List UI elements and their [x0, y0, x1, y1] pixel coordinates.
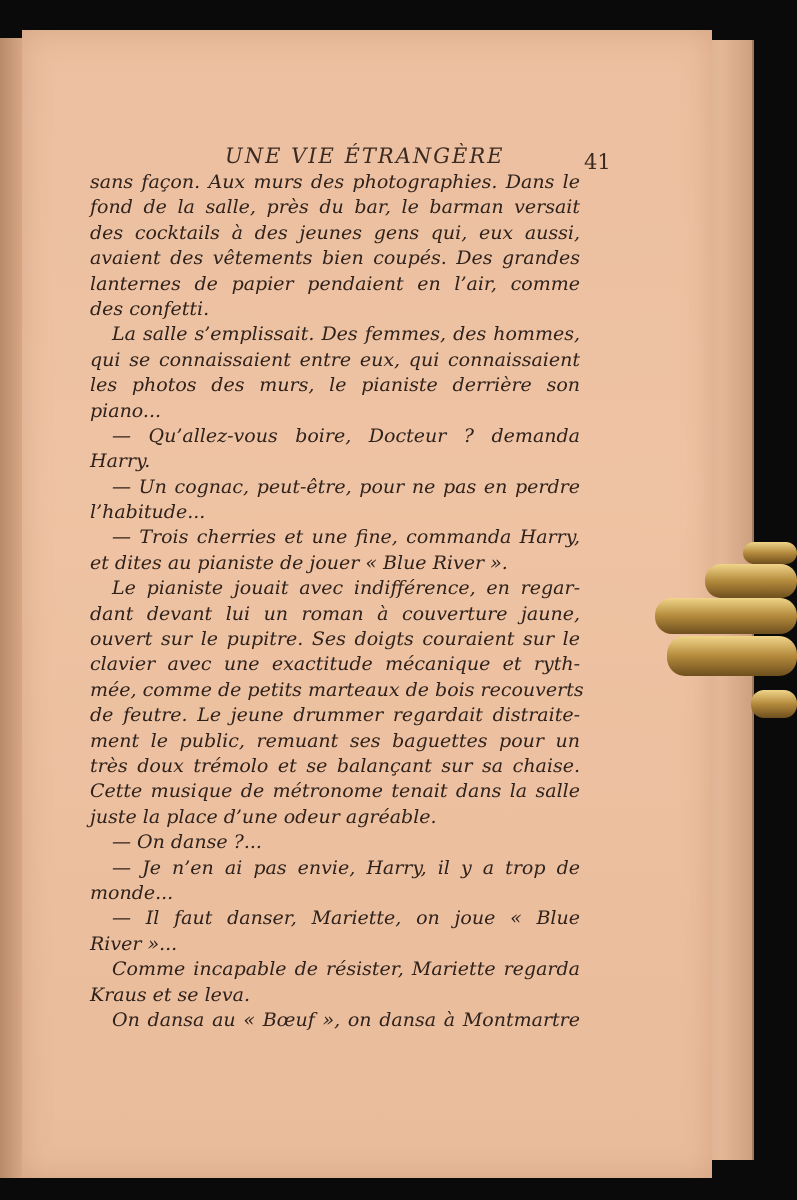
- text-line: Le pianiste jouait avec indifférence, en regar-: [112, 577, 580, 600]
- text-line: Kraus et se leva.: [90, 983, 251, 1006]
- text-line: — Je n’en ai pas envie, Harry, il y a trop de: [112, 856, 580, 879]
- text-line: — On danse ?...: [112, 831, 262, 854]
- text-line: — Qu’allez-vous boire, Docteur ? demanda: [112, 424, 580, 447]
- text-line: et dites au pianiste de jouer « Blue River ».: [90, 551, 508, 574]
- text-line: ment le public, remuant ses baguettes pour un: [90, 729, 580, 752]
- text-line: River »...: [90, 932, 178, 955]
- text-line: piano...: [90, 399, 162, 422]
- text-line: des cocktails à des jeunes gens qui, eux aussi,: [90, 221, 580, 244]
- page-number: 41: [584, 150, 611, 174]
- running-title: UNE VIE ÉTRANGÈRE: [225, 144, 505, 168]
- text-line: ouvert sur le pupitre. Ses doigts couraient sur le: [90, 628, 580, 651]
- text-line: Comme incapable de résister, Mariette regarda: [112, 958, 580, 981]
- text-line: Cette musique de métronome tenait dans la salle: [90, 780, 580, 803]
- text-line: Harry.: [90, 450, 151, 473]
- text-line: — Il faut danser, Mariette, on joue « Blue: [112, 907, 580, 930]
- text-line: — Un cognac, peut-être, pour ne pas en perdre: [112, 475, 580, 498]
- text-line: dant devant lui un roman à couverture jaune,: [90, 602, 580, 625]
- text-line: avaient des vêtements bien coupés. Des grandes: [90, 247, 580, 270]
- text-line: des confetti.: [90, 297, 210, 320]
- text-line: clavier avec une exactitude mécanique et ryth-: [90, 653, 580, 676]
- text-line: juste la place d’une odeur agréable.: [90, 805, 437, 828]
- text-line: — Trois cherries et une fine, commanda Harry,: [112, 526, 580, 549]
- text-line: qui se connaissaient entre eux, qui connaissaient: [90, 348, 580, 371]
- text-line: sans façon. Aux murs des photographies. Dans le: [90, 171, 580, 193]
- page-body-text: [90, 170, 584, 1033]
- text-line: l’habitude...: [90, 501, 206, 524]
- brass-hand-bookweight-icon: [655, 540, 797, 720]
- text-line: les photos des murs, le pianiste derrière son: [90, 374, 580, 397]
- text-line: La salle s’emplissait. Des femmes, des hommes,: [112, 323, 580, 346]
- text-line: On dansa au « Bœuf », on dansa à Montmartre: [112, 1008, 580, 1031]
- text-line: très doux trémolo et se balançant sur sa chaise.: [90, 754, 580, 777]
- text-line: lanternes de papier pendaient en l’air, comme: [90, 272, 580, 295]
- text-line: mée, comme de petits marteaux de bois recouverts: [90, 678, 584, 701]
- text-line: de feutre. Le jeune drummer regardait distraite-: [90, 704, 580, 727]
- text-line: fond de la salle, près du bar, le barman versait: [90, 196, 580, 219]
- text-line: monde...: [90, 881, 174, 904]
